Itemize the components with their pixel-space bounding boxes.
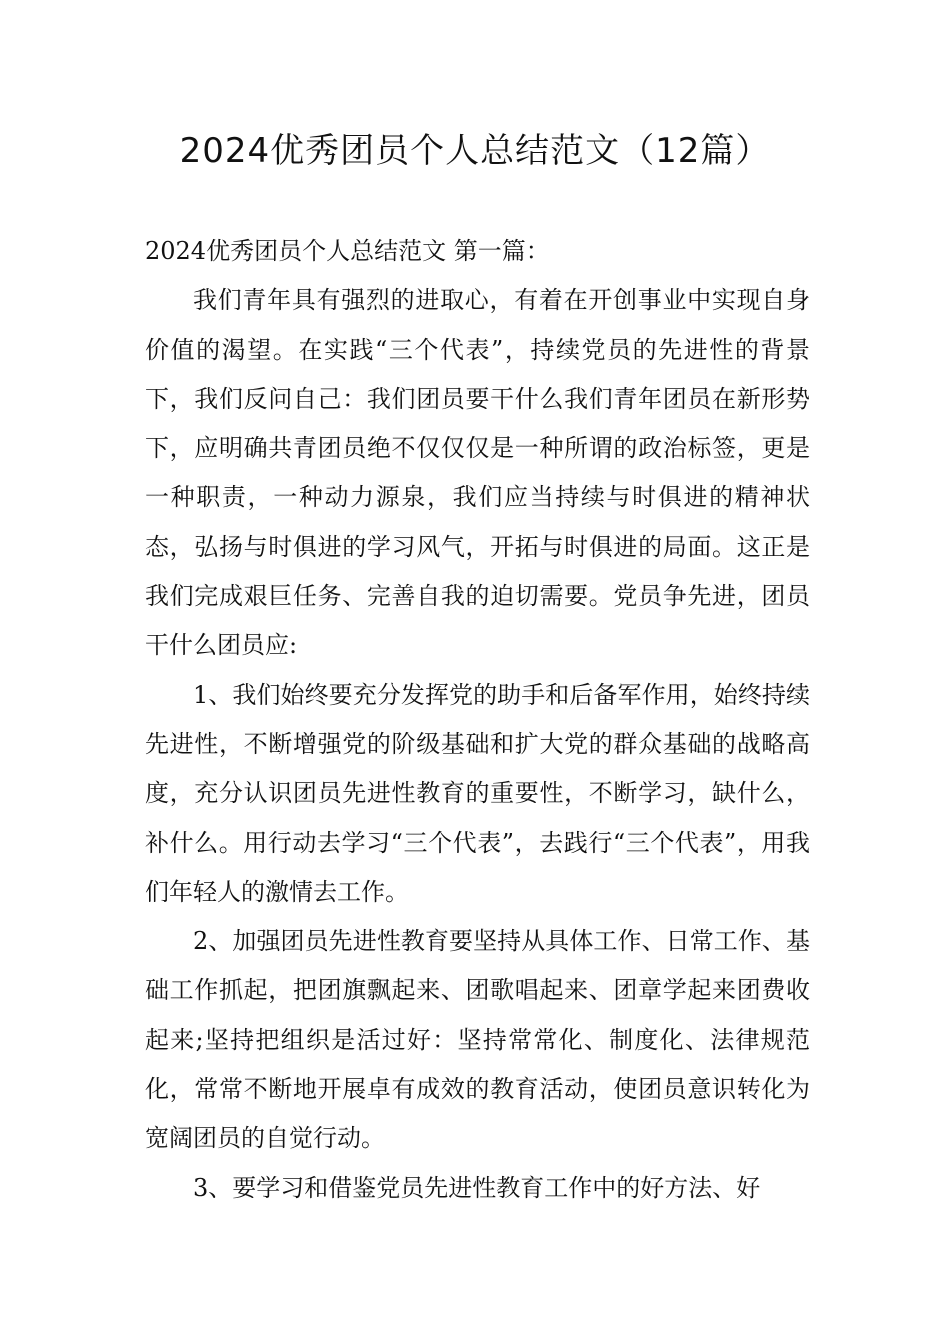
- body-paragraph-item-2: 2、加强团员先进性教育要坚持从具体工作、日常工作、基础工作抓起，把团旗飘起来、团歌唱起来、团章学起来团费收起来;坚持把组织是活过好：坚持常常化、制度化、法律规范化，常常不断地开展卓有成效的教育活动，使团员意识转化为宽阔团员的自觉行动。: [145, 927, 810, 1153]
- section-heading: 2024优秀团员个人总结范文 第一篇：: [145, 237, 550, 265]
- body-paragraph-item-3: 3、要学习和借鉴党员先进性教育工作中的好方法、好: [193, 1173, 761, 1202]
- body-paragraph-intro: 我们青年具有强烈的进取心，有着在开创事业中实现自身价值的渴望。在实践“三个代表”，持续党员的先进性的背景下，我们反问自己：我们团员要干什么我们青年团员在新形势下，应明确共青团员绝不仅仅仅是一种所谓的政治标签，更是一种职责，一种动力源泉，我们应当持续与时俱进的精神状态，弘扬与时俱进的学习风气，开拓与时俱进的局面。这正是我们完成艰巨任务、完善自我的迫切需要。党员争先进，团员干什么团员应:: [145, 286, 810, 660]
- body-paragraph-item-1: 1、我们始终要充分发挥党的助手和后备军作用，始终持续先进性，不断增强党的阶级基础和扩大党的群众基础的战略高度，充分认识团员先进性教育的重要性，不断学习，缺什么，补什么。用行动去学习“三个代表”，去践行“三个代表”，用我们年轻人的激情去工作。: [145, 680, 810, 906]
- document-body: [145, 227, 810, 1213]
- document-title: 2024优秀团员个人总结范文（12篇）: [179, 131, 771, 171]
